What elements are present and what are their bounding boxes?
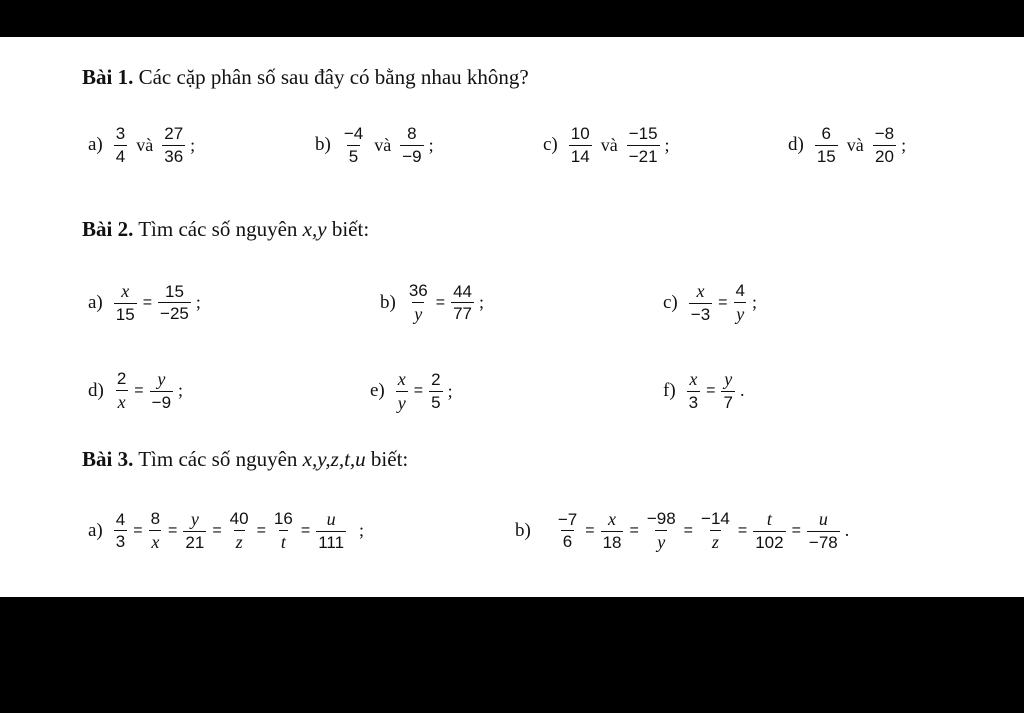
- fraction: $\frac{u}{111}$: [318, 509, 345, 552]
- conjunction: và: [600, 134, 618, 155]
- item-label: c): [543, 134, 558, 156]
- separator: ;: [195, 292, 201, 313]
- equals-sign: =: [629, 521, 639, 539]
- fraction: $\frac{27}{36}$: [164, 124, 184, 166]
- fraction: $\frac{x}{3}$: [688, 369, 699, 412]
- item-label: d): [88, 379, 104, 401]
- item-label: b): [380, 291, 396, 313]
- fraction: $\frac{2}{5}$: [431, 370, 441, 412]
- bai2-heading: [82, 217, 369, 242]
- item-label: f): [663, 379, 676, 401]
- separator: ;: [751, 292, 757, 313]
- equals-sign: =: [256, 521, 266, 539]
- equals-sign: =: [168, 521, 178, 539]
- bai2-item-d: [88, 370, 183, 412]
- fraction: $\frac{x}{15}$: [115, 281, 135, 324]
- fraction: $\frac{15}{-25}$: [160, 281, 189, 324]
- bai2-item-e: [370, 370, 453, 413]
- fraction: $\frac{x}{y}$: [397, 369, 406, 413]
- bai1-text: Các cặp phân số sau đây có bằng nhau không?: [138, 65, 529, 89]
- equals-sign: =: [142, 293, 153, 311]
- fraction: $\frac{-98}{y}$: [646, 509, 676, 552]
- fraction: $\frac{-4}{5}$: [343, 124, 364, 166]
- equals-sign: =: [737, 521, 748, 539]
- item-label: b): [515, 519, 531, 541]
- separator: ;: [359, 520, 365, 541]
- fraction: $\frac{36}{y}$: [408, 281, 428, 324]
- bai3-text: Tìm các số nguyên: [138, 447, 298, 471]
- fraction: $\frac{8}{-9}$: [402, 124, 422, 166]
- equals-sign: =: [300, 521, 311, 539]
- bai2-vars: x,y: [302, 217, 327, 241]
- equals-sign: =: [212, 521, 222, 539]
- bai2-tail: biết:: [331, 217, 370, 241]
- item-label: d): [788, 134, 804, 156]
- fraction: $\frac{8}{x}$: [150, 509, 161, 552]
- bai2-label: Bài 2.: [82, 217, 134, 241]
- equals-sign: =: [706, 381, 716, 399]
- bai2-item-f: [663, 370, 744, 412]
- fraction: $\frac{44}{77}$: [453, 281, 473, 324]
- fraction: $\frac{2}{x}$: [116, 369, 127, 412]
- bai1-label: Bài 1.: [82, 65, 134, 89]
- item-label: c): [663, 291, 678, 313]
- equals-sign: =: [683, 521, 694, 539]
- fraction: $\frac{y}{21}$: [185, 509, 205, 552]
- fraction: $\frac{6}{15}$: [816, 124, 836, 166]
- fraction: $\frac{4}{y}$: [735, 281, 745, 324]
- item-label: b): [315, 134, 331, 156]
- fraction: $\frac{-15}{-21}$: [628, 124, 658, 166]
- separator: ;: [664, 134, 670, 155]
- fraction: $\frac{-14}{z}$: [701, 509, 730, 552]
- separator: ;: [901, 134, 907, 155]
- fraction: $\frac{10}{14}$: [570, 124, 590, 166]
- bai3-item-b: [515, 510, 849, 552]
- separator: .: [844, 520, 850, 541]
- fraction: $\frac{t}{102}$: [755, 509, 784, 552]
- conjunction: và: [136, 134, 154, 155]
- separator: ;: [178, 380, 184, 401]
- bai2-item-a: [88, 282, 201, 324]
- fraction: $\frac{u}{-78}$: [808, 509, 838, 552]
- fraction: $\frac{x}{-3}$: [690, 281, 711, 324]
- separator: ;: [479, 292, 485, 313]
- conjunction: và: [846, 134, 864, 155]
- separator: ;: [190, 134, 196, 155]
- equals-sign: =: [585, 521, 595, 539]
- bai3-tail: biết:: [370, 447, 409, 471]
- bai3-vars: x,y,z,t,u: [302, 447, 366, 471]
- equals-sign: =: [133, 521, 143, 539]
- conjunction: và: [374, 134, 392, 155]
- item-label: a): [88, 134, 103, 156]
- equals-sign: =: [435, 293, 446, 311]
- fraction: $\frac{x}{18}$: [602, 509, 622, 552]
- bai1-item-a: [88, 125, 195, 166]
- equals-sign: =: [791, 521, 801, 539]
- bai2-item-b: [380, 282, 484, 324]
- fraction: $\frac{4}{3}$: [115, 509, 126, 552]
- bai3-label: Bài 3.: [82, 447, 134, 471]
- bai2-text: Tìm các số nguyên: [138, 217, 298, 241]
- item-label: e): [370, 380, 385, 402]
- item-label: a): [88, 291, 103, 313]
- fraction: $\frac{3}{4}$: [115, 124, 126, 166]
- bai1-item-d: [788, 125, 906, 166]
- bai3-heading: [82, 447, 408, 472]
- bai3-item-a: [88, 510, 364, 552]
- separator: .: [739, 380, 745, 401]
- separator: ;: [447, 380, 453, 401]
- equals-sign: =: [134, 381, 144, 399]
- bai1-item-b: [315, 125, 434, 166]
- bai1-heading: [82, 65, 529, 90]
- fraction: $\frac{y}{-9}$: [151, 369, 172, 412]
- equals-sign: =: [718, 293, 728, 311]
- fraction: $\frac{16}{t}$: [273, 509, 293, 552]
- fraction: $\frac{-8}{20}$: [874, 124, 895, 166]
- fraction: $\frac{y}{7}$: [723, 369, 733, 412]
- equals-sign: =: [413, 382, 424, 400]
- worksheet-page: [0, 37, 1024, 597]
- fraction: $\frac{40}{z}$: [229, 509, 249, 552]
- fraction: $\frac{-7}{6}$: [557, 509, 578, 552]
- bai1-item-c: [543, 125, 670, 166]
- item-label: a): [88, 519, 103, 541]
- bai2-item-c: [663, 282, 757, 324]
- separator: ;: [428, 134, 434, 155]
